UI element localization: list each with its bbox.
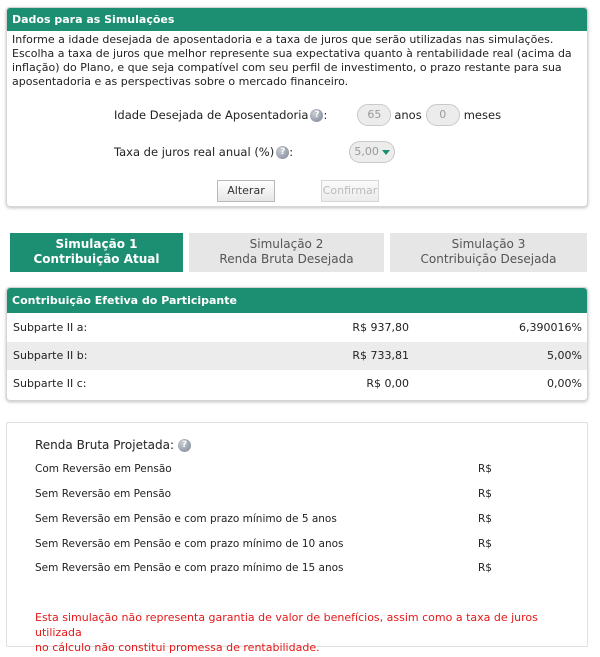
chevron-down-icon (382, 150, 390, 155)
years-unit-label: anos (394, 108, 422, 122)
income-value: R$ (478, 488, 492, 500)
list-item (35, 513, 505, 525)
age-years-input[interactable]: 65 (357, 104, 391, 126)
disclaimer-line2: no cálculo não constitui promessa de rentabilidade. (35, 641, 320, 654)
simulation-form-panel (6, 7, 588, 207)
rate-colon: : (289, 145, 294, 159)
tab-simulacao-1[interactable] (10, 233, 183, 272)
projected-income-label: Renda Bruta Projetada: (35, 438, 175, 452)
age-label: Idade Desejada de Aposentadoria (114, 108, 309, 122)
rate-label: Taxa de juros real anual (%) (114, 145, 275, 159)
tab-simulacao-2[interactable] (189, 233, 384, 272)
income-value: R$ (478, 463, 492, 475)
list-item (35, 562, 505, 574)
subparte-label: Subparte II b: (13, 349, 88, 362)
contribution-title: Contribuição Efetiva do Participante (7, 288, 587, 313)
age-colon: : (323, 108, 328, 122)
tab-line2: Renda Bruta Desejada (219, 252, 354, 266)
income-value: R$ (478, 562, 492, 574)
list-item (35, 488, 505, 500)
income-label: Sem Reversão em Pensão e com prazo mínimo de 5 anos (35, 513, 337, 525)
income-label: Sem Reversão em Pensão (35, 488, 172, 500)
table-row (7, 370, 587, 398)
contribution-panel (6, 287, 588, 401)
age-row (114, 104, 501, 126)
subparte-rate: 0,00% (547, 377, 582, 390)
tab-line2: Contribuição Desejada (420, 252, 557, 266)
tab-line1: Simulação 2 (249, 237, 324, 251)
subparte-amount: R$ 937,80 (352, 321, 409, 334)
list-item (35, 463, 505, 475)
income-label: Sem Reversão em Pensão e com prazo mínimo de 10 anos (35, 538, 344, 550)
disclaimer-text (35, 610, 555, 655)
help-icon[interactable]: ? (178, 439, 191, 452)
projected-income-title (35, 438, 191, 452)
confirm-button[interactable]: Confirmar (321, 180, 379, 202)
age-months-input[interactable]: 0 (426, 104, 460, 126)
months-unit-label: meses (463, 108, 502, 122)
income-label: Sem Reversão em Pensão e com prazo mínimo de 15 anos (35, 562, 344, 574)
subparte-rate: 6,390016% (519, 321, 582, 334)
income-value: R$ (478, 538, 492, 550)
simulation-form-title: Dados para as Simulações (7, 8, 587, 31)
help-icon[interactable]: ? (310, 109, 323, 122)
income-label: Com Reversão em Pensão (35, 463, 172, 475)
tab-line1: Simulação 1 (55, 237, 138, 251)
subparte-rate: 5,00% (547, 349, 582, 362)
subparte-amount: R$ 0,00 (366, 377, 409, 390)
rate-select-value: 5,00 (354, 145, 379, 158)
table-row (7, 342, 587, 370)
rate-select[interactable] (349, 141, 395, 163)
subparte-label: Subparte II c: (13, 377, 87, 390)
list-item (35, 538, 505, 550)
subparte-amount: R$ 733,81 (352, 349, 409, 362)
tab-simulacao-3[interactable] (390, 233, 587, 272)
help-icon[interactable]: ? (276, 146, 289, 159)
tab-line1: Simulação 3 (451, 237, 526, 251)
income-value: R$ (478, 513, 492, 525)
projected-income-panel (6, 422, 588, 654)
intro-text: Informe a idade desejada de aposentadoria e a taxa de juros que serão utilizadas nas simulações. Escolha a taxa de juros que melhor represente sua expectativa quanto à rentabilidade real (acima da inflação) do Plano, e que seja compatível com seu perfil de investimento, o prazo restante para sua aposentadoria e as perspectivas sobre o mercado financeiro. (12, 33, 572, 88)
rate-row (114, 141, 395, 163)
tab-line2: Contribuição Atual (33, 252, 160, 266)
table-row (7, 314, 587, 342)
subparte-label: Subparte II a: (13, 321, 88, 334)
disclaimer-line1: Esta simulação não representa garantia de valor de benefícios, assim como a taxa de juros utilizada (35, 611, 538, 639)
alter-button[interactable]: Alterar (217, 180, 275, 202)
